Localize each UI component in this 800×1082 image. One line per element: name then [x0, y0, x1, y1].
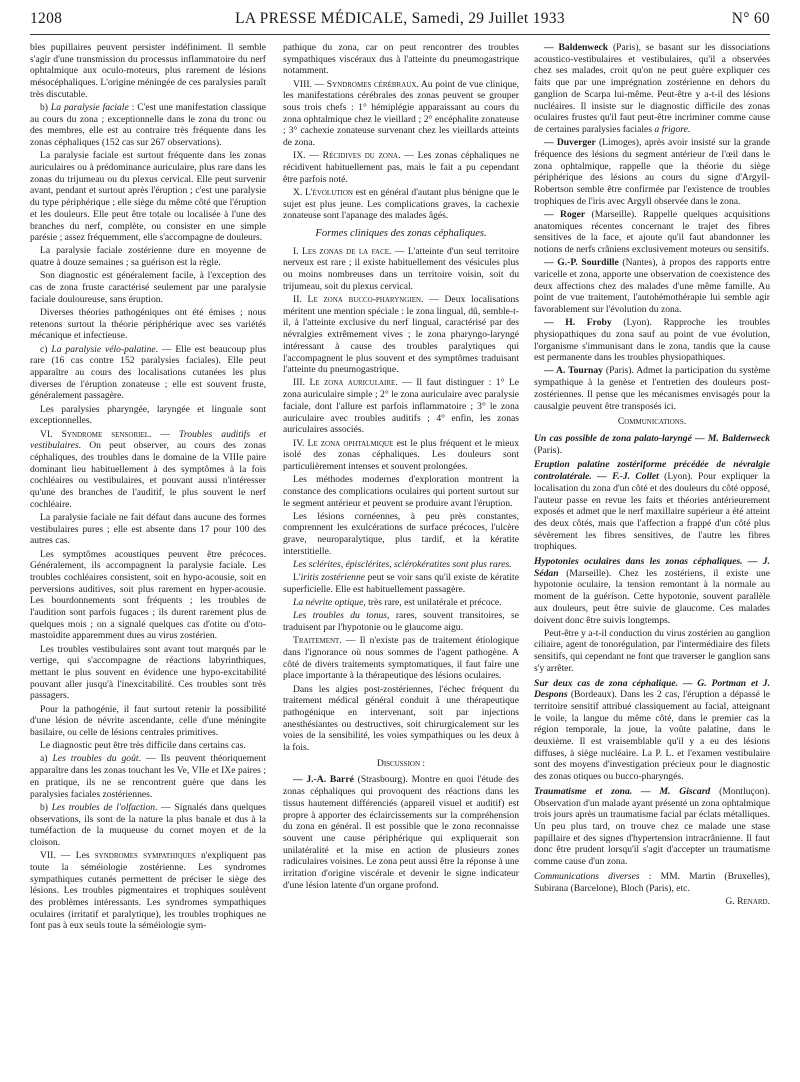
section-heading-paragraph: VII. — Les syndromes sympathiques n'expliquent pas toute la séméiologie zostérienne. Les syndromes sympathiques cutanés permettent de préciser le siège des lésions. Les troubles pigmentaires et trophiques soulèvent des problèmes intéressants. Les syndromes sympathiques oculaires (irritatif et paralytique), les troubles trophiques ne font pas à eux seuls toute la séméiologie sym-	[30, 850, 266, 932]
paragraph: I. Les zonas de la face. — L'atteinte d'un seul territoire nerveux est rare ; il existe habituellement des vésicules plus ou moins nombreuses dans un territoire voisin, soit du trijumeau, soit du plexus cervical.	[283, 245, 519, 292]
paragraph: III. Le zona auriculaire. — Il faut distinguer : 1° Le zona auriculaire simple ; 2° le zona auriculaire avec paralysie faciale, dont l'allure est parfois inflammatoire ; 3° le zona auriculaire avec troubles auditifs ; 4° enfin, les zonas auriculaires associés.	[283, 377, 519, 436]
paragraph: Le diagnostic peut être très difficile dans certains cas.	[40, 740, 246, 752]
paragraph: IV. Le zona ophtalmique est le plus fréquent et le mieux isolé des zonas céphaliques. Les douleurs sont particulièrement intenses et souvent prolongées.	[283, 437, 519, 472]
discussion-entry: — Baldenweck (Paris), se basant sur les dissociations acoustico-vestibulaires et vestibulaires, qu'il a observées chez ses malades, croit qu'on ne peut guère expliquer ces faits que par une imprégnation zostérienne en dehors du ganglion de Scarpa lui-même. Peut-être y a-t-il des lésions nucléaires. Il insiste sur le diagnostic difficile des zonas oculaires frustes qu'il faut peut-être incriminer comme cause de certaines paralysies faciales a frigore.	[534, 42, 770, 135]
running-header	[30, 10, 770, 35]
paragraph: Les sclérites, épisclérites, sclérokératites sont plus rares.	[293, 559, 512, 571]
paragraph: a) Les troubles du goût. — Ils peuvent théoriquement apparaître dans les zonas touchant les Ve, VIIe et IXe paires ; en pratique, ils ne se rencontrent guère que dans les paralysies faciales zostériennes.	[30, 753, 266, 800]
page-number: 1208	[30, 10, 63, 27]
paragraph: b) La paralysie faciale : C'est une manifestation classique au cours du zona ; exceptionnelle dans le zona du tronc ou des membres, elle est au contraire très fréquente dans les zonas céphaliques (152 cas sur 267 observations).	[30, 102, 266, 149]
discussion-entry: — J.-A. Barré (Strasbourg). Montre en quoi l'étude des zonas céphaliques qui provoquent des réactions dans les tissus hautement différenciés (appareil visuel et auditif) est propre à apporter des éclaircissements sur la compréhension du zona en général. Il est possible que le zona reconnaisse souvent une cause périphérique qui expliquerait son unilatéralité et la mise en action de plusieurs zones radiculaires voisines. Le zona peut aussi être la réponse à une irritation d'origine viscérale et devenir le signe indicateur d'une lésion latente d'un organe profond.	[283, 774, 519, 891]
paragraph: Son diagnostic est généralement facile, à l'exception des cas de zona fruste caractérisé seulement par une paralysie faciale douloureuse, sans éruption.	[30, 270, 266, 305]
paragraph: Les troubles vestibulaires sont avant tout marqués par le vertige, qui s'accompagne de réactions labyrinthiques, mettant le plus souvent en évidence une hypo-excitabilité pouvant aller jusqu'à l'inexcitabilité. Ces troubles sont très passagers.	[30, 643, 266, 702]
communication-entry: Hypotonies oculaires dans les zonas céphaliques. — J. Sédan (Marseille). Chez les zostériens, il existe une hypotonie oculaire, la tension remontant à la normale au moment de la guérison. Cette hypotonie, souvent parallèle aux douleurs, peut être suivie de glaucome. Ces malades doivent donc être suivis longtemps.	[534, 556, 770, 626]
paragraph: L'iritis zostérienne peut se voir sans qu'il existe de kératite superficielle. Elle est habituellement passagère.	[283, 572, 519, 595]
communications-heading: Communications.	[617, 416, 687, 428]
paragraph: Les lésions cornéennes, à peu près constantes, comprennent les exulcérations de surface précoces, l'ulcère grave, neuroparalytique, plus tardif, et la kératite interstitielle.	[283, 510, 519, 557]
column-3	[534, 42, 770, 1072]
section-title: Formes cliniques des zonas céphaliques.	[315, 228, 487, 240]
paragraph: Les troubles du tonus, rares, souvent transitoires, se traduisent par l'hypotonie ou le glaucome aigu.	[283, 610, 519, 634]
discussion-entry: — G.-P. Sourdille (Nantes), à propos des rapports entre varicelle et zona, apporte une observation de coexistence des deux affections chez des malades d'une même famille. Au point de vue traitement, l'autohémothérapie lui semble agir favorablement sur l'évolution du zona.	[534, 257, 770, 315]
section-heading-paragraph: Traitement. — Il n'existe pas de traitement étiologique dans l'ignorance où nous sommes de l'agent pathogène. A côté de divers traitements symptomatiques, il faut faire une place importante à la thérapeutique des lésions oculaires.	[283, 635, 519, 682]
issue-number: N° 60	[731, 10, 770, 27]
section-heading-paragraph: VIII. — Syndromes cérébraux. Au point de vue clinique, les manifestations cérébrales des zonas peuvent se grouper sous trois chefs : 1° hémiplégie apparaissant au cours du zona ophtalmique chez le vieillard ; 2° encéphalite zonateuse ; 3° cachexie zonateuse survenant chez les vieillards atteints de zona.	[283, 78, 519, 149]
column-2	[283, 42, 519, 1072]
communication-entry: Eruption palatine zostériforme précédée de névralgie controlatérale. — F.-J. Collet (Lyon). Pour expliquer la localisation du zona d'un côté et des douleurs du côté opposé, l'auteur passe en revue les faits et théories antérieurement exposés et admet que le nerf maxillaire supérieur a été atteint des deux côtés, mais que l'affection a frappé d'un côté plus sévèrement les fibres sensitives, de l'autre les fibres trophiques.	[534, 459, 770, 553]
section-heading-paragraph: X. L'évolution est en général d'autant plus bénigne que le sujet est plus jeune. Les complications graves, la cachexie zonateuse sont l'apanage des malades âgés.	[283, 186, 519, 222]
discussion-entry: — Duverger (Limoges), après avoir insisté sur la grande fréquence des lésions du segment antérieur de l'œil dans le zona ophtalmique, rappelle que la théorie du siège périphérique des lésions au cours du signe d'Argyll-Robertson semble être confirmée par l'existence de troubles trophiques de l'iris avec Argyll observée dans le zona.	[534, 137, 770, 207]
communication-entry: Communications diverses : MM. Martin (Bruxelles), Subirana (Barcelone), Bloch (Paris), etc.	[534, 870, 770, 894]
paragraph: Peut-être y a-t-il conduction du virus zostérien au ganglion ciliaire, agent de tonorégulation, par l'intermédiaire des filets sensitifs, qui cependant ne font que traverser le ganglion sans s'y arrêter.	[534, 627, 770, 674]
article-body	[30, 42, 770, 1072]
paragraph: Pour la pathogénie, il faut surtout retenir la possibilité d'une lésion de névrite ascendante, celle d'une méningite basilaire, ou celle de lésions centrales primitives.	[30, 703, 266, 739]
paragraph: Dans les algies post-zostériennes, l'échec fréquent du traitement médical général conduit à une thérapeutique pathogénique en intervenant, soit par injections anesthésiantes ou destructives, soit chirurgicalement sur les voies de la sensibilité, les voies sympathiques ou les deux à la fois.	[283, 683, 519, 754]
author-signature: G. Renard.	[725, 895, 770, 907]
communication-entry: Sur deux cas de zona céphalique. — G. Portman et J. Despons (Bordeaux). Dans les 2 cas, l'éruption a dépassé le territoire sensitif attribué classiquement au facial, atteignant le voile, la langue du même côté, dans le premier cas la région temporale, la joue, la voûte palatine, dans le deuxième. Il est vraisemblable qu'il y a eu des lésions diffuses, à siège nucléaire. La P. L. et l'examen vestibulaire sont des moyens d'investigation précieux pour le diagnostic des zonas otiques ou bucco-pharyngés.	[534, 677, 770, 783]
paragraph: La paralysie faciale ne fait défaut dans aucune des formes vestibulaires pures ; elle est absente dans 17 pour 100 des autres cas.	[30, 511, 266, 547]
column-1	[30, 42, 266, 1072]
paragraph: La paralysie faciale est surtout fréquente dans les zonas auriculaires ou à prédominance auriculaire, plus rare dans les zonas du trijumeau ou du plexus cervical. Elle peut survenir avant, pendant et surtout après l'éruption ; c'est une paralysie du type périphérique ; elle siège du même côté que l'éruption et les douleurs. Elle peut être totale ou localisée à l'une des branches du nerf, complète, ou consister en une simple parésie ; assez fréquemment, elle s'accompagne de douleurs.	[30, 150, 266, 244]
paragraph: Diverses théories pathogéniques ont été émises ; nous retenons surtout la théorie périphérique avec ses variétés mécanique et infectieuse.	[30, 306, 266, 342]
discussion-entry: — H. Froby (Lyon). Rapproche les troubles physiopathiques du zona sauf au point de vue évolution, l'organisme s'immunisant dans le zona, tandis que la cause est permanente dans les troubles physiopathiques.	[534, 317, 770, 364]
paragraph: bles pupillaires peuvent persister indéfiniment. Il semble s'agir d'une transmission du processus inflammatoire du nerf ophtalmique aux oculo-moteurs, plus rarement de lésions mésocéphaliques. L'origine méningée de ces paralysies paraît très discutable.	[30, 42, 266, 100]
communication-entry: Traumatisme et zona. — M. Giscard (Montluçon). Observation d'un malade ayant présenté un zona ophtalmique trois jours après un traumatisme facial par éclats métalliques. Un peu plus tard, on trouve chez ce malade une stase papillaire et des signes d'hypertension intracrânienne. Il faut donc être prudent lorsqu'il s'agit d'accepter un traumatisme comme cause d'un zona.	[534, 785, 770, 868]
paragraph: b) Les troubles de l'olfaction. — Signalés dans quelques observations, ils sont de la nature la plus banale et dus à la tuméfaction de la muqueuse du cornet moyen et de la cloison.	[30, 801, 266, 848]
paragraph: Les symptômes acoustiques peuvent être précoces. Généralement, ils accompagnent la paralysie faciale. Les troubles cochléaires consistent, soit en hypo-acousie, soit en perversions auditives, soit plus rarement en hyper-acousie. Les bourdonnements sont fréquents ; les troubles de l'audition sont parfois fugaces ; ils durent rarement plus de quelques mois ; on a signalé quelques cas d'otite ou d'oto-mastoïdite apparemment dues au virus zostérien.	[30, 548, 266, 642]
paragraph: La paralysie faciale zostérienne dure en moyenne de quatre à douze semaines ; sa guérison est la règle.	[30, 245, 266, 269]
paragraph: Les paralysies pharyngée, laryngée et linguale sont exceptionnelles.	[30, 403, 266, 427]
communication-entry: Un cas possible de zona palato-laryngé — M. Baldenweck (Paris).	[534, 433, 770, 456]
paragraph: pathique du zona, car on peut rencontrer des troubles sympathiques viscéraux dus à l'atteinte du pneumogastrique notamment.	[283, 42, 519, 77]
discussion-entry: — A. Tournay (Paris). Admet la participation du système sympathique à la genèse et l'entretien des douleurs post-zostériennes. Il pense que les mécanismes envisagés pour la causalgie peuvent être transposés ici.	[534, 365, 770, 412]
paragraph: La névrite optique, très rare, est unilatérale et précoce.	[293, 597, 502, 609]
discussion-heading: Discussion :	[376, 757, 426, 769]
section-heading-paragraph: VI. Syndrome sensoriel. — Troubles auditifs et vestibulaires. On peut observer, au cours des zonas céphaliques, des troubles dans le domaine de la VIIIe paire dominant lieu habituellement à des symptômes à la fois cochléaires ou vestibulaires, et pouvant aussi n'intéresser qu'une des branches de l'auditif, le plus souvent le nerf cochléaire.	[30, 428, 266, 510]
section-heading-paragraph: IX. — Récidives du zona. — Les zonas céphaliques ne récidivent habituellement pas, mais le fait a pu cependant être parfois noté.	[283, 150, 519, 185]
journal-title: LA PRESSE MÉDICALE, Samedi, 29 Juillet 1933	[235, 10, 565, 27]
paragraph: Les méthodes modernes d'exploration montrent la constance des complications oculaires qui portent surtout sur le segment antérieur et peuvent se produire avant l'éruption.	[283, 474, 519, 509]
paragraph: c) La paralysie vélo-palatine. — Elle est beaucoup plus rare (16 cas contre 152 paralysies faciales). Elle peut apparaître au cours des localisations cutanées les plus diverses de l'éruption zonateuse ; elle est souvent fruste, généralement passagère.	[30, 343, 266, 402]
discussion-entry: — Roger (Marseille). Rappelle quelques acquisitions anatomiques récentes concernant le trajet des fibres sensitives de la face, et ajoute qu'il faut abandonner les notions de nerfs crâniens exclusivement moteurs ou sensitifs.	[534, 208, 770, 255]
paragraph: II. Le zona bucco-pharyngien. — Deux localisations méritent une mention spéciale : le zona lingual, dû, semble-t-il, à l'atteinte exclusive du nerf lingual, caractérisé par des névralgies extrêmement vives ; le zona pharyngo-laryngé intéressant à cause des troubles paralytiques qui l'accompagnent le plus souvent et des symptômes traduisant l'atteinte du pneumogastrique.	[283, 294, 519, 376]
